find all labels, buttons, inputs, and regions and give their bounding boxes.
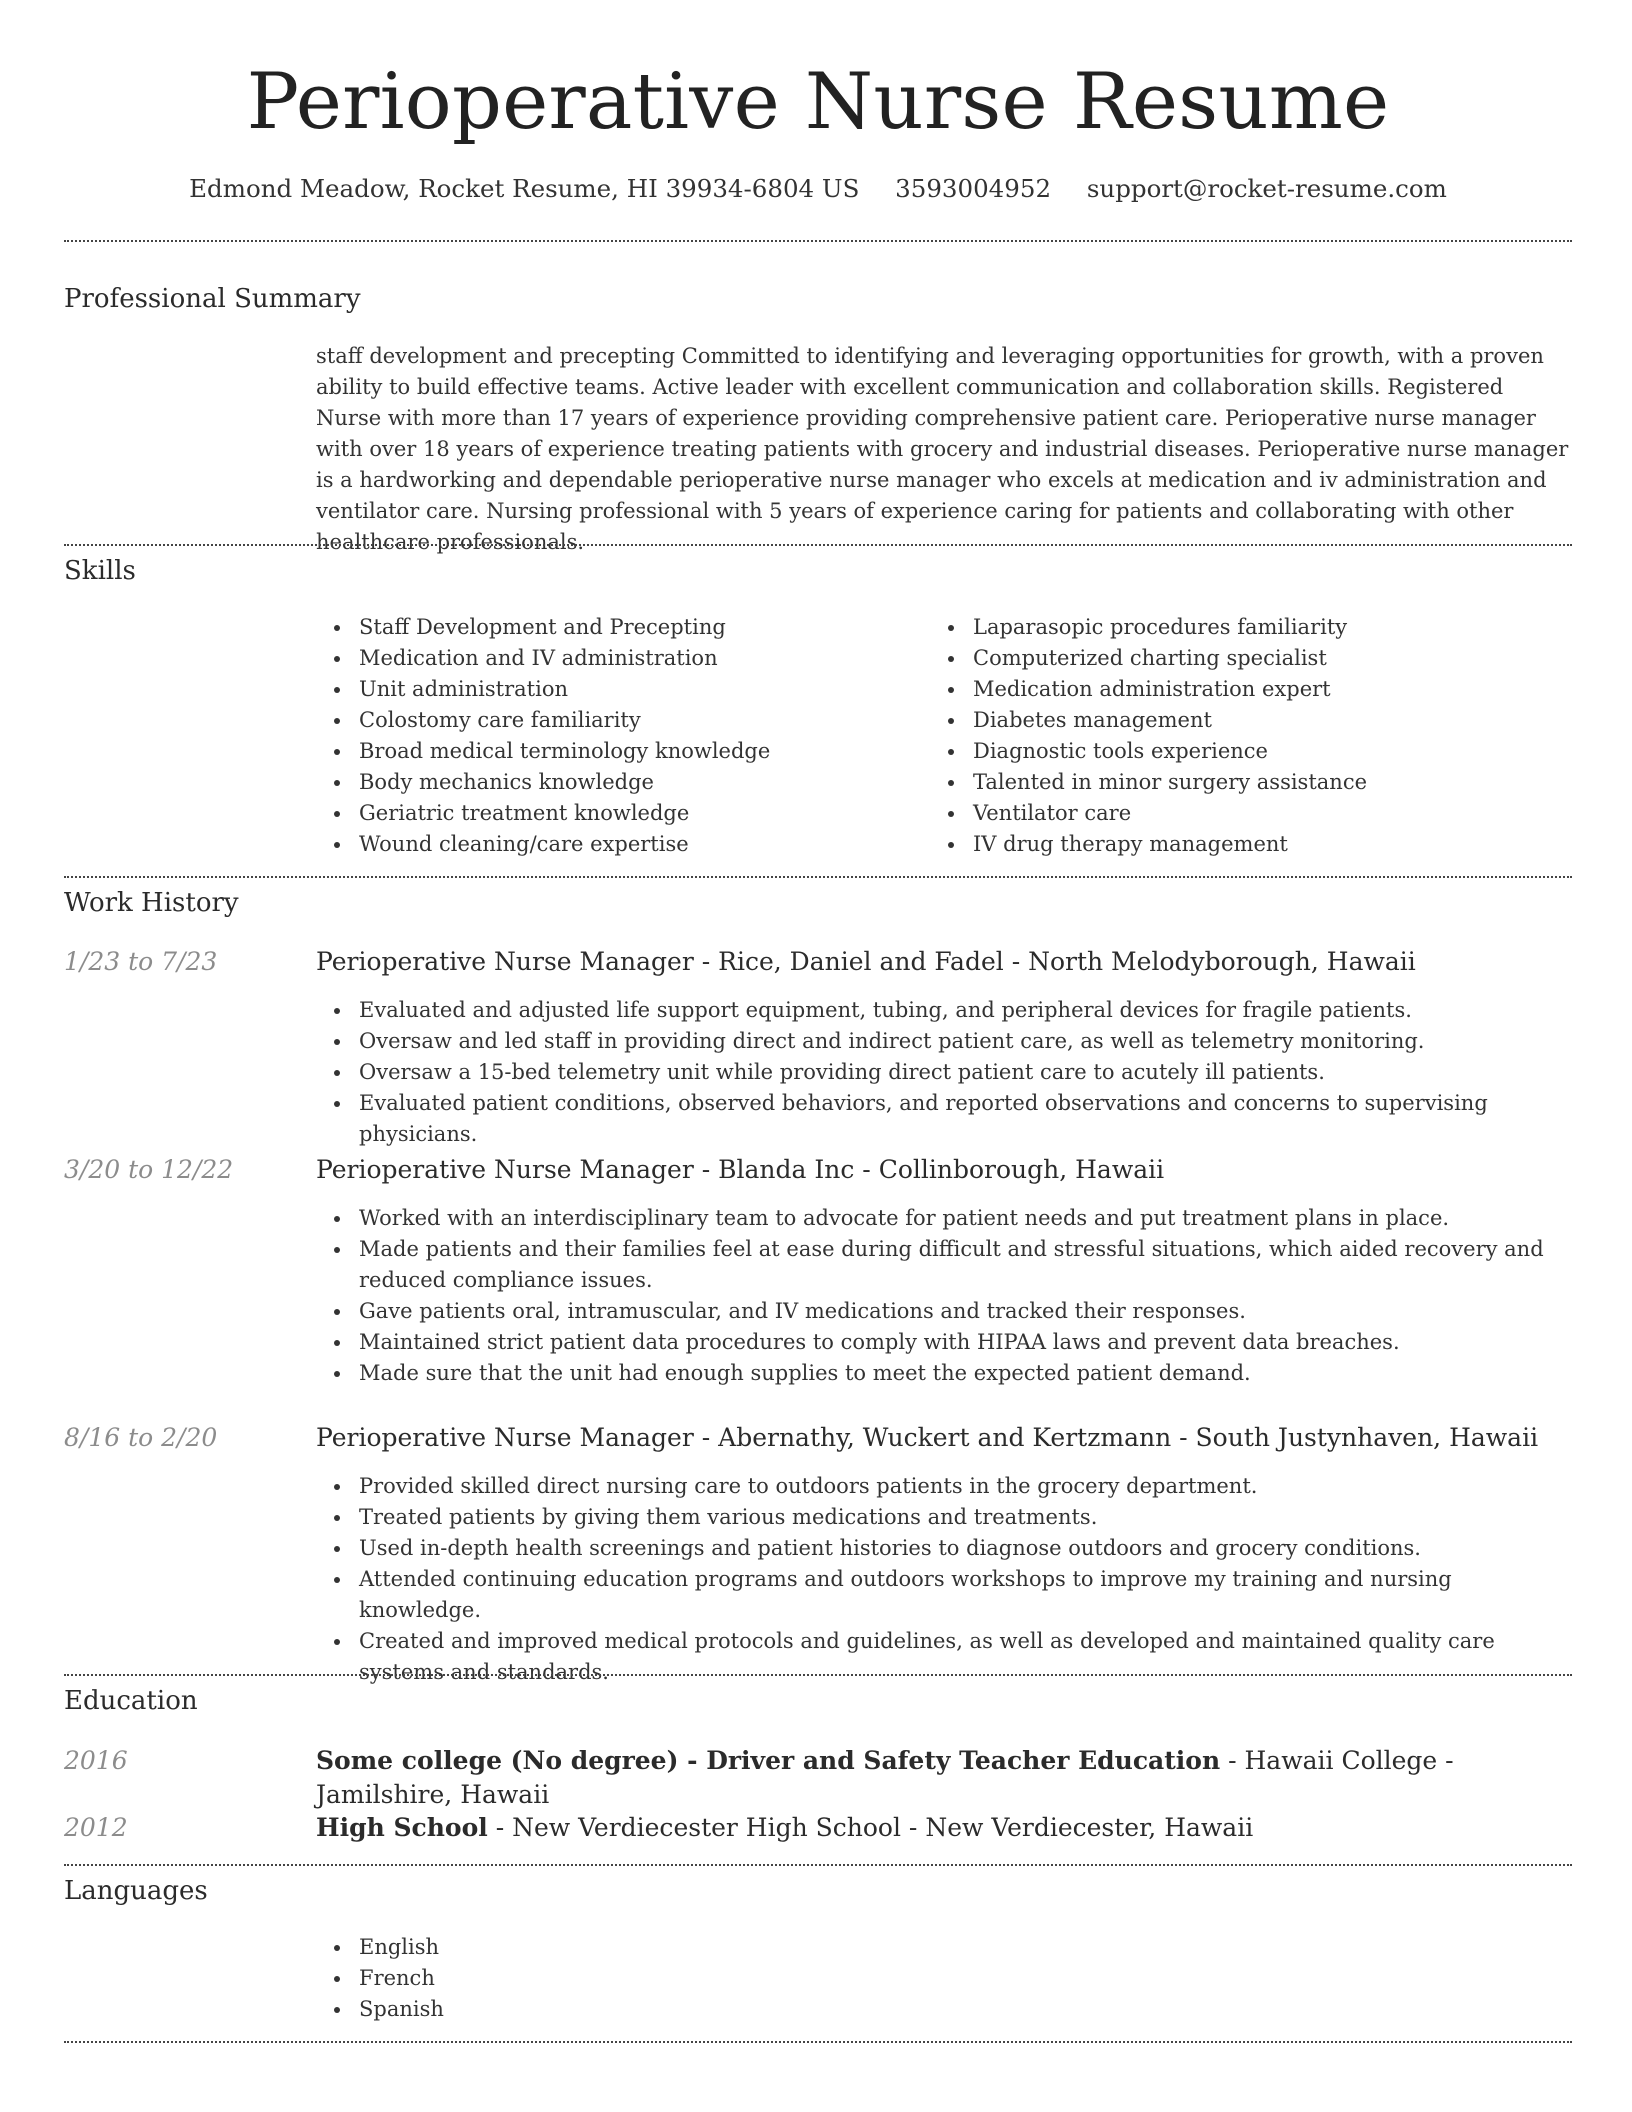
list-item: Unit administration [359, 674, 936, 705]
job-bullets [316, 1471, 1572, 1688]
list-item: Provided skilled direct nursing care to outdoors patients in the grocery department. [359, 1471, 1572, 1502]
list-item: Treated patients by giving them various medications and treatments. [359, 1502, 1572, 1533]
education-year: 2012 [64, 1813, 128, 1842]
list-item: Talented in minor surgery assistance [973, 767, 1550, 798]
list-item: Colostomy care familiarity [359, 705, 936, 736]
list-item: Evaluated and adjusted life support equipment, tubing, and peripheral devices for fragile patients. [359, 995, 1572, 1026]
skills-list-right [930, 612, 1550, 860]
list-item: Created and improved medical protocols and guidelines, as well as developed and maintained quality care systems and standards. [359, 1626, 1572, 1688]
job-bullets [316, 995, 1572, 1150]
list-item: English [359, 1932, 1572, 1963]
list-item: Body mechanics knowledge [359, 767, 936, 798]
list-item: Made sure that the unit had enough supplies to meet the expected patient demand. [359, 1358, 1572, 1389]
job-bullet-list [316, 995, 1572, 1150]
summary-heading: Professional Summary [64, 284, 361, 314]
list-item: Evaluated patient conditions, observed behaviors, and reported observations and concerns to supervising physicians. [359, 1088, 1572, 1150]
education-school: - New Verdiecester High School - New Verdiecester, Hawaii [487, 1813, 1254, 1842]
education-year: 2016 [64, 1746, 128, 1775]
list-item: Oversaw a 15-bed telemetry unit while providing direct patient care to acutely ill patients. [359, 1057, 1572, 1088]
skills-column-left [316, 612, 936, 860]
job-dates: 3/20 to 12/22 [64, 1155, 234, 1184]
contact-phone: 3593004952 [895, 174, 1052, 203]
list-item: Oversaw and led staff in providing direct and indirect patient care, as well as telemetry monitoring. [359, 1026, 1572, 1057]
education-school: - Hawaii College - Jamilshire, Hawaii [316, 1746, 1454, 1809]
education-degree: Some college (No degree) - Driver and Safety Teacher Education [316, 1746, 1221, 1775]
job-title: Perioperative Nurse Manager - Blanda Inc - Collinborough, Hawaii [316, 1155, 1165, 1184]
section-divider [64, 240, 1572, 242]
list-item: Computerized charting specialist [973, 643, 1550, 674]
section-divider [64, 876, 1572, 878]
skills-heading: Skills [64, 556, 136, 586]
list-item: Ventilator care [973, 798, 1550, 829]
skills-column-right [930, 612, 1550, 860]
job-dates: 8/16 to 2/20 [64, 1423, 218, 1452]
work-heading: Work History [64, 888, 239, 918]
education-heading: Education [64, 1686, 198, 1716]
list-item: Attended continuing education programs and outdoors workshops to improve my training and nursing knowledge. [359, 1564, 1572, 1626]
section-divider [64, 2041, 1572, 2043]
education-entry [316, 1811, 1572, 1845]
section-divider [64, 1864, 1572, 1866]
contact-line [64, 172, 1572, 206]
education-entry [316, 1744, 1572, 1812]
languages-heading: Languages [64, 1876, 208, 1906]
list-item: Gave patients oral, intramuscular, and IV medications and tracked their responses. [359, 1296, 1572, 1327]
job-dates: 1/23 to 7/23 [64, 947, 218, 976]
list-item: Wound cleaning/care expertise [359, 829, 936, 860]
list-item: Used in-depth health screenings and patient histories to diagnose outdoors and grocery conditions. [359, 1533, 1572, 1564]
job-bullet-list [316, 1203, 1572, 1389]
list-item: Diagnostic tools experience [973, 736, 1550, 767]
list-item: IV drug therapy management [973, 829, 1550, 860]
contact-address: Edmond Meadow, Rocket Resume, HI 39934-6804 US [189, 174, 860, 203]
list-item: Worked with an interdisciplinary team to advocate for patient needs and put treatment plans in place. [359, 1203, 1572, 1234]
list-item: Spanish [359, 1994, 1572, 2025]
list-item: Staff Development and Precepting [359, 612, 936, 643]
skills-list-left [316, 612, 936, 860]
list-item: French [359, 1963, 1572, 1994]
resume-title: Perioperative Nurse Resume [246, 57, 1390, 147]
list-item: Medication and IV administration [359, 643, 936, 674]
education-degree: High School [316, 1813, 488, 1842]
job-title: Perioperative Nurse Manager - Rice, Daniel and Fadel - North Melodyborough, Hawaii [316, 947, 1416, 976]
list-item: Laparasopic procedures familiarity [973, 612, 1550, 643]
list-item: Diabetes management [973, 705, 1550, 736]
contact-email: support@rocket-resume.com [1086, 174, 1447, 203]
job-bullets [316, 1203, 1572, 1389]
list-item: Maintained strict patient data procedures to comply with HIPAA laws and prevent data breaches. [359, 1327, 1572, 1358]
job-title: Perioperative Nurse Manager - Abernathy, Wuckert and Kertzmann - South Justynhaven, Hawaii [316, 1423, 1539, 1452]
languages-list [316, 1932, 1572, 2025]
job-bullet-list [316, 1471, 1572, 1688]
summary-text: staff development and precepting Committed to identifying and leveraging opportunities for growth, with a proven ability to build effective teams. Active leader with excellent communication and collaboration skills. Registered Nurse with more than 17 years of experience providing comprehensive patient care. Perioperative nurse manager with over 18 years of experience treating patients with grocery and industrial diseases. Perioperative nurse manager is a hardworking and dependable perioperative nurse manager who excels at medication and iv administration and ventilator care. Nursing professional with 5 years of experience caring for patients and collaborating with other healthcare professionals. [316, 344, 1569, 554]
list-item: Broad medical terminology knowledge [359, 736, 936, 767]
section-divider [64, 544, 1572, 546]
list-item: Made patients and their families feel at ease during difficult and stressful situations, which aided recovery and reduced compliance issues. [359, 1234, 1572, 1296]
languages-block [316, 1932, 1572, 2025]
section-divider [64, 1674, 1572, 1676]
list-item: Geriatric treatment knowledge [359, 798, 936, 829]
list-item: Medication administration expert [973, 674, 1550, 705]
